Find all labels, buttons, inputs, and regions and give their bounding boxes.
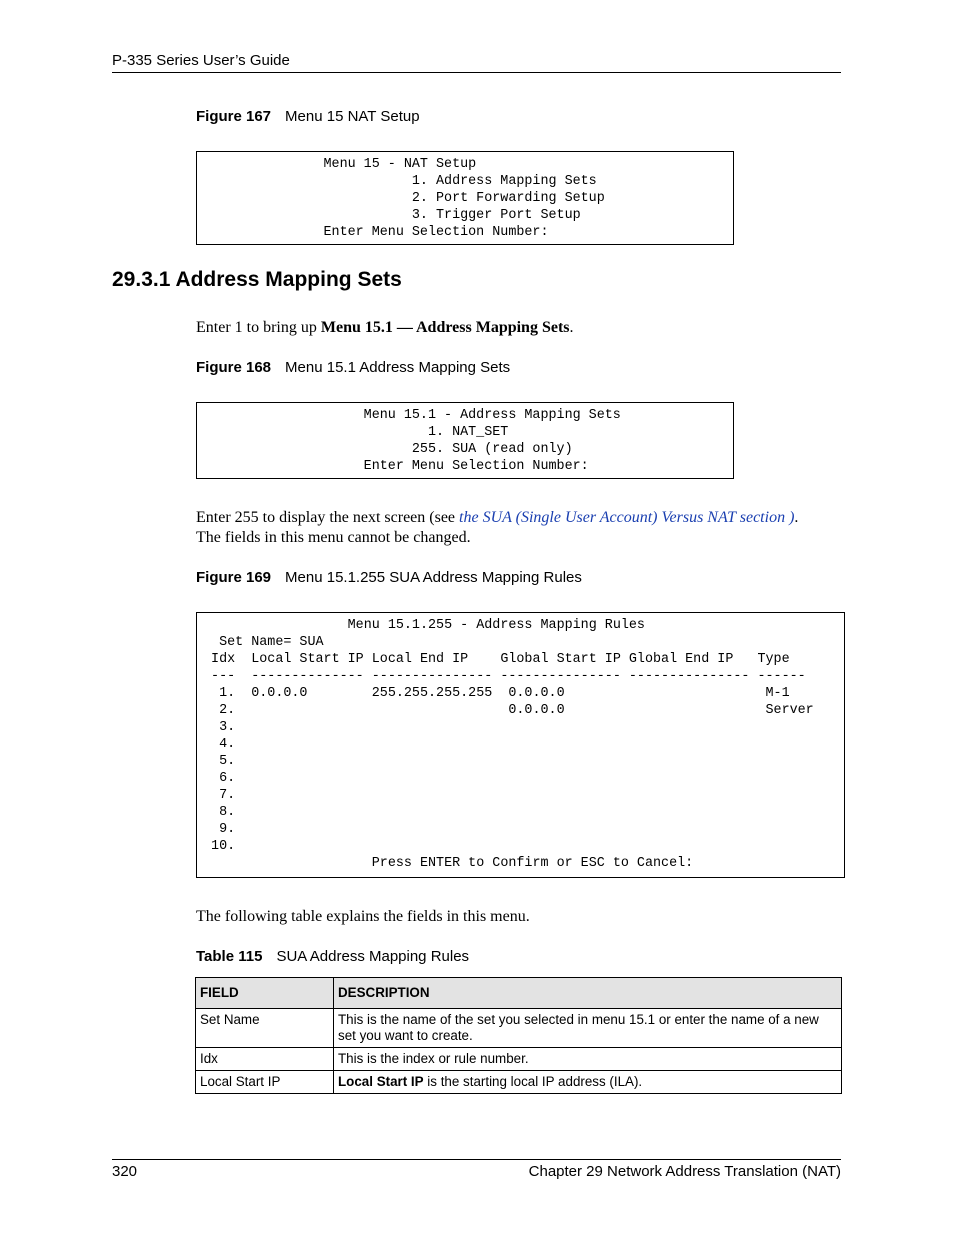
intro-menu-name: Menu 15.1 — Address Mapping Sets — [320, 319, 570, 336]
figure-168-caption — [196, 359, 510, 376]
sua-text-end: . — [794, 509, 799, 526]
page-footer — [112, 1159, 841, 1184]
table-row — [196, 1009, 842, 1048]
guide-title: P-335 Series User’s Guide — [112, 52, 290, 69]
figure-title: Menu 15.1.255 SUA Address Mapping Rules — [285, 569, 582, 586]
menu-15-text: Menu 15 - NAT Setup 1. Address Mapping Sets 2. Port Forwarding Setup 3. Trigger Port Setup Enter Menu Selection Number: — [323, 157, 605, 240]
table-row — [196, 1071, 842, 1094]
description-text: is the starting local IP address (ILA). — [423, 1074, 643, 1089]
sua-address-mapping-rules-table — [195, 977, 842, 1094]
table-row — [196, 1048, 842, 1071]
field-cell: Local Start IP — [196, 1071, 334, 1094]
sua-section-link[interactable]: the SUA (Single User Account) Versus NAT section ) — [459, 509, 795, 526]
menu-15-1-text: Menu 15.1 - Address Mapping Sets 1. NAT_SET 255. SUA (read only) Enter Menu Selection Number: — [363, 408, 621, 474]
description-cell: This is the name of the set you selected in menu 15.1 or enter the name of a new set you want to create. — [334, 1009, 842, 1048]
description-column-header: DESCRIPTION — [334, 978, 842, 1009]
figure-title: Menu 15.1 Address Mapping Sets — [285, 359, 511, 376]
figure-title: Menu 15 NAT Setup — [285, 108, 420, 125]
chapter-title: Chapter 29 Network Address Translation (NAT) — [528, 1163, 841, 1180]
menu-15-screen — [196, 151, 734, 245]
sua-paragraph — [196, 508, 846, 548]
sua-text-line2: The fields in this menu cannot be changed. — [196, 529, 471, 546]
field-cell: Set Name — [196, 1009, 334, 1048]
figure-label: Figure 168 — [196, 359, 272, 376]
figure-169-caption — [196, 569, 582, 586]
figure-167-caption — [196, 108, 420, 125]
table-label: Table 115 — [196, 948, 263, 965]
page-header — [112, 52, 841, 73]
intro-end: . — [569, 319, 574, 336]
menu-15-1-screen — [196, 402, 734, 479]
table-115-caption — [196, 948, 469, 965]
page-number: 320 — [112, 1163, 138, 1180]
figure-label: Figure 169 — [196, 569, 272, 586]
field-cell: Idx — [196, 1048, 334, 1071]
description-cell — [334, 1071, 842, 1094]
intro-text: Enter 1 to bring up — [196, 319, 321, 336]
table-intro-paragraph: The following table explains the fields in this menu. — [196, 908, 530, 925]
menu-15-1-255-screen — [196, 612, 845, 878]
address-mapping-rules-text: Menu 15.1.255 - Address Mapping Rules Set Name= SUA Idx Local Start IP Local End IP Global Start IP Global End IP Type --- -------------- --------------- --------------- --------------- ------ 1. 0.0.0.0 255.255.255.255 0.0.0.0 M-1 2. 0.0.0.0 Server 3. 4. 5. 6. 7. 8. 9. 10. Press ENTER to Confirm or ESC to Cancel: — [211, 618, 814, 871]
section-title: 29.3.1 Address Mapping Sets — [112, 268, 402, 291]
table-title: SUA Address Mapping Rules — [276, 948, 470, 965]
sua-text: Enter 255 to display the next screen (see — [196, 509, 460, 526]
intro-paragraph — [196, 318, 574, 338]
table-header-row — [196, 978, 842, 1009]
description-bold-term: Local Start IP — [338, 1074, 424, 1089]
figure-label: Figure 167 — [196, 108, 272, 125]
description-cell: This is the index or rule number. — [334, 1048, 842, 1071]
field-column-header: FIELD — [196, 978, 334, 1009]
